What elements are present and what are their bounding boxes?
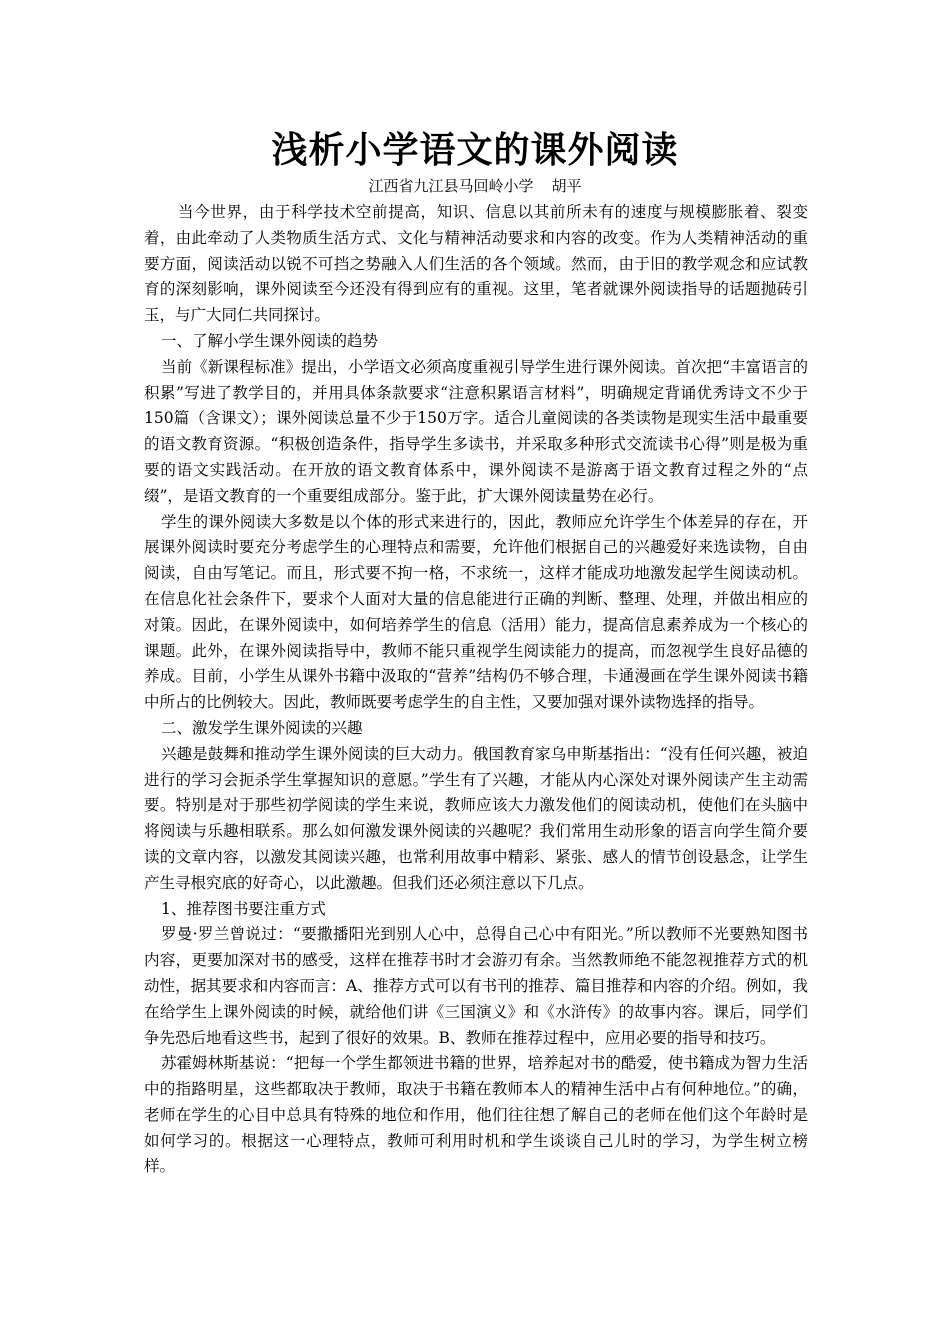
section-heading: 二、激发学生课外阅读的兴趣 bbox=[161, 718, 363, 737]
body-paragraph: 兴趣是鼓舞和推动学生课外阅读的巨大动力。俄国教育家乌申斯基指出：“没有任何兴趣，被迫进行的学习会扼杀学生掌握知识的意愿。”学生有了兴趣，才能从内心深处对课外阅读产生主动需要。特别是对于那些初学阅读的学生来说，教师应该大力激发他们的阅读动机，使他们在头脑中将阅读与乐趣相联系。那么如何激发课外阅读的兴趣呢？我们常用生动形象的语言向学生简介要读的文章内容，以激发其阅读兴趣，也常利用故事中精彩、紧张、感人的情节创设悬念，让学生产生寻根究底的好奇心，以此激趣。但我们还必须注意以下几点。 bbox=[144, 744, 808, 892]
author-name: 胡平 bbox=[551, 177, 582, 195]
article-title: 浅析小学语文的课外阅读 bbox=[271, 129, 679, 171]
body-paragraph: 罗曼·罗兰曾说过：“要撒播阳光到别人心中，总得自己心中有阳光。”所以教师不光要熟知图书内容，更要加深对书的感受，这样在推荐书时才会游刃有余。当然教师绝不能忽视推荐方式的机动性，据其要求和内容而言：A、推荐方式可以有书刊的推荐、篇目推荐和内容的介绍。例如，我在给学生上课外阅读的时候，就给他们讲《三国演义》和《水浒传》的故事内容。课后，同学们争先恐后地看这些书，起到了很好的效果。B、教师在推荐过程中，应用必要的指导和技巧。 bbox=[144, 925, 808, 1047]
body-paragraph: 苏霍姆林斯基说：“把每一个学生都领进书籍的世界，培养起对书的酷爱，使书籍成为智力生活中的指路明星，这些都取决于教师，取决于书籍在教师本人的精神生活中占有何种地位。”的确，老师在学生的心目中总具有特殊的地位和作用，他们往往想了解自己的老师在他们这个年龄时是如何学习的。根据这一心理特点，教师可利用时机和学生谈谈自己儿时的学习，为学生树立榜样。 bbox=[144, 1054, 808, 1176]
subsection-heading: 1、推荐图书要注重方式 bbox=[161, 899, 326, 918]
body-paragraph: 学生的课外阅读大多数是以个体的形式来进行的，因此，教师应允许学生个体差异的存在，开展课外阅读时要充分考虑学生的心理特点和需要，允许他们根据自己的兴趣爱好来选读物，自由阅读，自由写笔记。而且，形式要不拘一格，不求统一，这样才能成功地激发起学生阅读动机。在信息化社会条件下，要求个人面对大量的信息能进行正确的判断、整理、处理，并做出相应的对策。因此，在课外阅读中，如何培养学生的信息（活用）能力，提高信息素养成为一个核心的课题。此外，在课外阅读指导中，教师不能只重视学生阅读能力的提高，而忽视学生良好品德的养成。目前，小学生从课外书籍中汲取的“营养”结构仍不够合理，卡通漫画在学生课外阅读书籍中所占的比例较大。因此，教师既要考虑学生的自主性，又要加强对课外读物选择的指导。 bbox=[144, 512, 808, 712]
body-paragraph: 当今世界，由于科学技术空前提高，知识、信息以其前所未有的速度与规模膨胀着、裂变着，由此牵动了人类物质生活方式、文化与精神活动要求和内容的改变。作为人类精神活动的重要方面，阅读活动以锐不可挡之势融入人们生活的各个领域。然而，由于旧的教学观念和应试教育的深刻影响，课外阅读至今还没有得到应有的重视。这里，笔者就课外阅读指导的话题抛砖引玉，与广大同仁共同探讨。 bbox=[144, 203, 808, 325]
article-body bbox=[144, 200, 808, 1180]
body-paragraph: 当前《新课程标准》提出，小学语文必须高度重视引导学生进行课外阅读。首次把“丰富语言的积累”写进了教学目的，并用具体条款要求“注意积累语言材料”，明确规定背诵优秀诗文不少于150篇（含课文）；课外阅读总量不少于150万字。适合儿童阅读的各类读物是现实生活中最重要的语文教育资源。“积极创造条件，指导学生多读书，并采取多种形式交流读书心得”则是极为重要的语文实践活动。在开放的语文教育体系中，课外阅读不是游离于语文教育过程之外的“点缀”，是语文教育的一个重要组成部分。鉴于此，扩大课外阅读量势在必行。 bbox=[144, 357, 808, 505]
section-heading: 一、了解小学生课外阅读的趋势 bbox=[161, 331, 379, 350]
author-affiliation: 江西省九江县马回岭小学 bbox=[368, 177, 534, 195]
author-line bbox=[0, 176, 950, 196]
